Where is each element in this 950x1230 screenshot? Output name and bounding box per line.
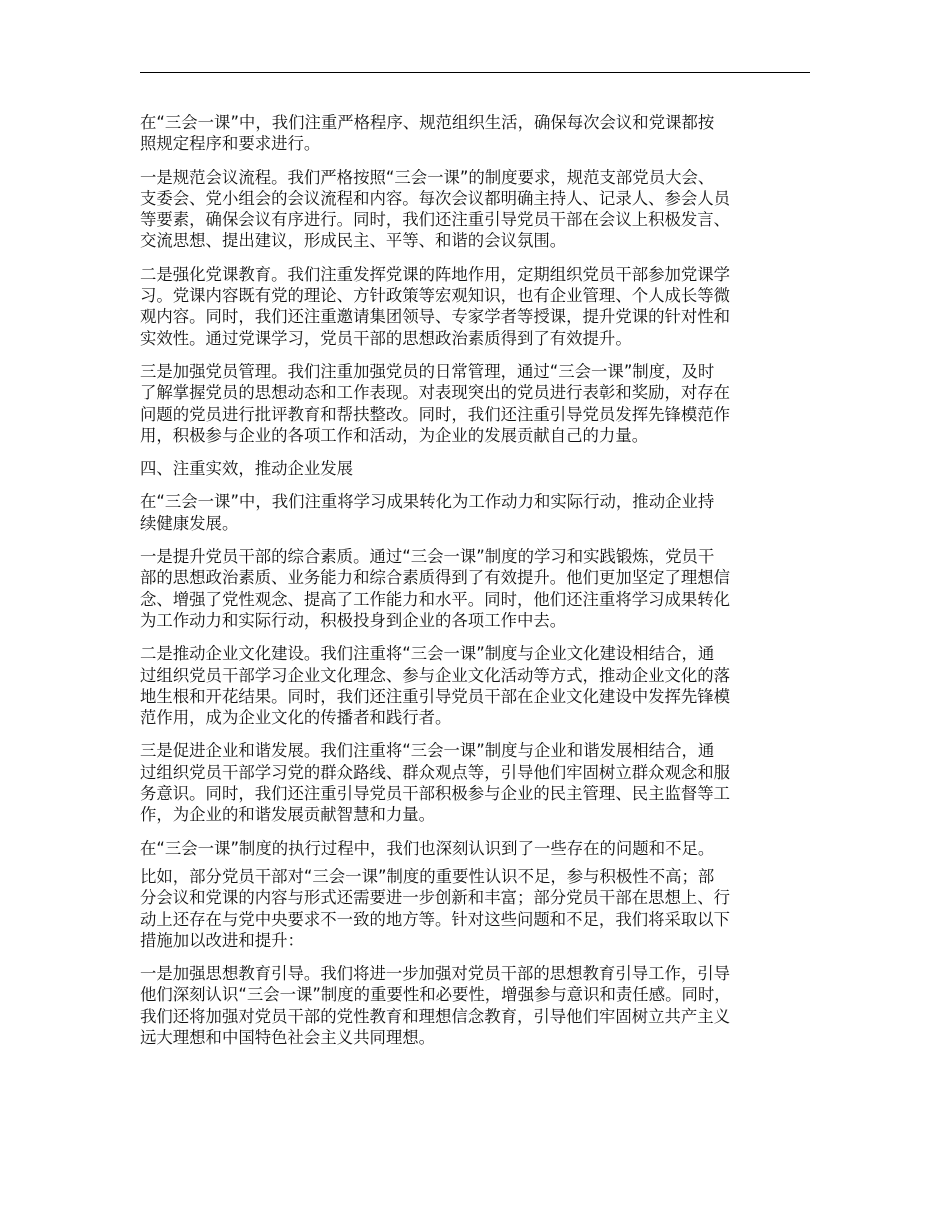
text-line: 远大理想和中国特色社会主义共同理想。 (140, 1027, 436, 1047)
header-rule (140, 72, 810, 73)
paragraph (140, 963, 812, 1048)
text-line: 在“三会一课”中，我们注重将学习成果转化为工作动力和实际行动，推动企业持 (140, 492, 715, 512)
text-line: 问题的党员进行批评教育和帮扶整改。同时，我们还注重引导党员发挥先锋模范作 (140, 404, 731, 424)
text-line: 实效性。通过党课学习，党员干部的思想政治素质得到了有效提升。 (140, 328, 632, 348)
paragraph (140, 838, 812, 859)
text-line: 了解掌握党员的思想动态和工作表现。对表现突出的党员进行表彰和奖励，对存在 (140, 383, 731, 403)
text-line: 续健康发展。 (140, 513, 239, 533)
text-line: 在“三会一课”中，我们注重严格程序、规范组织生活，确保每次会议和党课都按 (140, 113, 715, 132)
text-line: 一是提升党员干部的综合素质。通过“三会一课”制度的学习和实践锻炼，党员干 (140, 547, 715, 567)
text-line: 过组织党员干部学习企业文化理念、参与企业文化活动等方式，推动企业文化的落 (140, 665, 731, 685)
text-line: 为工作动力和实际行动，积极投身到企业的各项工作中去。 (140, 610, 567, 630)
paragraph (140, 112, 812, 155)
document-body (140, 112, 812, 1060)
text-line: 交流思想、提出建议，形成民主、平等、和谐的会议氛围。 (140, 231, 567, 251)
paragraph (140, 643, 812, 728)
paragraph (140, 491, 812, 534)
paragraph (140, 264, 812, 349)
text-line: 在“三会一课”制度的执行过程中，我们也深刻认识到了一些存在的问题和不足。 (140, 838, 715, 858)
paragraph (140, 167, 812, 252)
text-line: 一是加强思想教育引导。我们将进一步加强对党员干部的思想教育引导工作，引导 (140, 964, 731, 984)
text-line: 分会议和党课的内容与形式还需要进一步创新和丰富；部分党员干部在思想上、行 (140, 888, 731, 908)
text-line: 作，为企业的和谐发展贡献智慧和力量。 (140, 805, 436, 825)
text-line: 地生根和开花结果。同时，我们还注重引导党员干部在企业文化建设中发挥先锋模 (140, 686, 731, 706)
paragraph (140, 866, 812, 951)
text-line: 二是强化党课教育。我们注重发挥党课的阵地作用，定期组织党员干部参加党课学 (140, 264, 731, 284)
text-line: 习。党课内容既有党的理论、方针政策等宏观知识，也有企业管理、个人成长等微 (140, 286, 731, 306)
text-line: 念、增强了党性观念、提高了工作能力和水平。同时，他们还注重将学习成果转化 (140, 589, 731, 609)
text-line: 四、注重实效，推动企业发展 (140, 459, 354, 479)
text-line: 务意识。同时，我们还注重引导党员干部积极参与企业的民主管理、民主监督等工 (140, 784, 731, 804)
section-heading (140, 458, 812, 479)
text-line: 二是推动企业文化建设。我们注重将“三会一课”制度与企业文化建设相结合，通 (140, 644, 715, 664)
text-line: 范作用，成为企业文化的传播者和践行者。 (140, 708, 452, 728)
paragraph (140, 361, 812, 446)
text-line: 过组织党员干部学习党的群众路线、群众观点等，引导他们牢固树立群众观念和服 (140, 762, 731, 782)
text-line: 三是加强党员管理。我们注重加强党员的日常管理，通过“三会一课”制度，及时 (140, 361, 715, 381)
text-line: 一是规范会议流程。我们严格按照“三会一课”的制度要求，规范支部党员大会、 (140, 167, 715, 187)
text-line: 动上还存在与党中央要求不一致的地方等。针对这些问题和不足，我们将采取以下 (140, 909, 731, 929)
text-line: 他们深刻认识“三会一课”制度的重要性和必要性，增强参与意识和责任感。同时， (140, 985, 731, 1005)
text-line: 部的思想政治素质、业务能力和综合素质得到了有效提升。他们更加坚定了理想信 (140, 568, 731, 588)
text-line: 措施加以改进和提升： (140, 930, 304, 950)
paragraph (140, 740, 812, 825)
text-line: 支委会、党小组会的会议流程和内容。每次会议都明确主持人、记录人、参会人员 (140, 188, 731, 208)
text-line: 观内容。同时，我们还注重邀请集团领导、专家学者等授课，提升党课的针对性和 (140, 307, 731, 327)
text-line: 用，积极参与企业的各项工作和活动，为企业的发展贡献自己的力量。 (140, 425, 649, 445)
text-line: 比如，部分党员干部对“三会一课”制度的重要性认识不足，参与积极性不高；部 (140, 866, 715, 886)
text-line: 三是促进企业和谐发展。我们注重将“三会一课”制度与企业和谐发展相结合，通 (140, 741, 715, 761)
text-line: 我们还将加强对党员干部的党性教育和理想信念教育，引导他们牢固树立共产主义 (140, 1006, 731, 1026)
text-line: 等要素，确保会议有序进行。同时，我们还注重引导党员干部在会议上积极发言、 (140, 210, 731, 230)
text-line: 照规定程序和要求进行。 (140, 134, 321, 154)
paragraph (140, 546, 812, 631)
